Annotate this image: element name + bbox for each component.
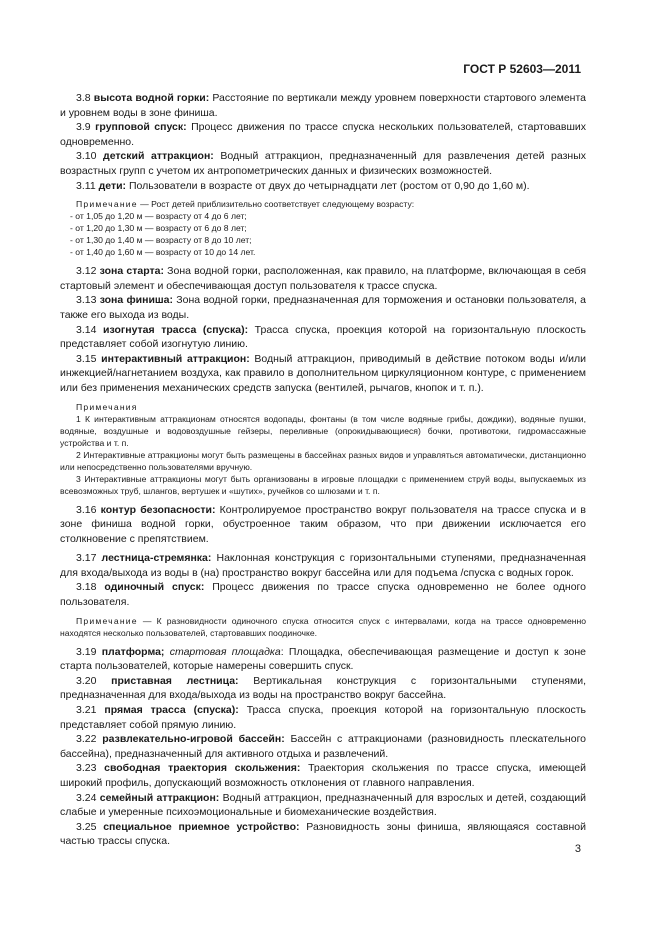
definition-3-18: 3.18 одиночный спуск: Процесс движения по трассе спуска одновременно не более одного пользователя. — [60, 581, 586, 609]
note-item: 2 Интерактивные аттракционы могут быть размещены в бассейнах разных видов и управляться автоматически, дистанционно или непосредственно пользователями вручную. — [60, 449, 586, 472]
definition-3-17: 3.17 лестница-стремянка: Наклонная конструкция с горизонтальными ступенями, предназначенная для входа/выхода из воды в (на) пространство вокруг бассейна или для подъема /спуска с водных горок. — [60, 552, 586, 579]
term: лестница-стремянка: — [101, 552, 212, 565]
definition-3-10: 3.10 детский аттракцион: Водный аттракцион, предназначенный для развлечения детей разных возрастных групп с учетом их антропометрических данных и физических возможностей. — [60, 150, 587, 177]
note-3-11: Примечание — Рост детей приблизительно соответствует следующему возрасту: - от 1,05 до 1,20 м — возрасту от 4 до 6 лет; - от 1,20 до 1,30 м — возрасту от 6 до 8 лет; - от 1,30 до 1,40 м — возрасту от 8 до 10 лет; - от 1,40 до 1,60 м — возрасту от 10 до 14 лет. — [60, 198, 586, 258]
definition-3-16: 3.16 контур безопасности: Контролируемое пространство вокруг пользователя на трассе спуска и в зоне финиша водной горки, обустроенное таким образом, что при движении исключается его столкновение с препятствием. — [60, 503, 586, 545]
definition-3-9: 3.9 групповой спуск: Процесс движения по трассе спуска нескольких пользователей, стартовавших одновременно. — [60, 121, 586, 148]
definition-3-12: 3.12 зона старта: Зона водной горки, расположенная, как правило, на платформе, включающая в себя стартовый элемент и обеспечивающая доступ пользователя к трассе спуска. — [60, 265, 587, 292]
list-item: - от 1,30 до 1,40 м — возрасту от 8 до 10 лет; — [70, 235, 252, 246]
term: зона старта: — [99, 265, 164, 278]
definition-3-11: 3.11 дети: Пользователи в возрасте от двух до четырнадцати лет (ростом от 0,90 до 1,60 м). — [76, 179, 530, 192]
note-item: 1 К интерактивным аттракционам относятся водопады, фонтаны (в том числе водяные грибы, дождики), водяные пушки, водяные, воздушные и водовоздушные гейзеры, переливные (опрокидывающиеся) бочки, противотоки, гидромассажные устройства и т. п. — [60, 413, 586, 448]
note-3-15: Примечания 1 К интерактивным аттракционам относятся водопады, фонтаны (в том числе водяные грибы, дождики), водяные пушки, водяные, воздушные и водовоздушные гейзеры, переливные (опрокидывающиеся) бочки, противотоки, гидромассажные устройства и т. п. 2 Интерактивные аттракционы могут быть размещены в бассейнах разных видов и управляться автоматически, дистанционно или непосредственно пользователями вручную. 3 Интерактивные аттракционы могут быть организованы в игровые площадки с применением струй воды, выпускаемых из всевозможных труб, шлангов, вертушек и «шутих», ручейков со шлюзами и т. п. — [60, 401, 586, 496]
page-number: 3 — [574, 843, 581, 855]
height-age-list — [60, 210, 586, 258]
list-item: - от 1,40 до 1,60 м — возрасту от 10 до 14 лет. — [70, 247, 256, 258]
term: семейный аттракцион: — [99, 791, 220, 804]
alt-term: стартовая площадка — [169, 645, 281, 658]
note-item: 3 Интерактивные аттракционы могут быть организованы в игровые площадки с применением струй воды, выпускаемых из всевозможных труб, шлангов, вертушек и «шутих», ручейков со шлюзами и т. п. — [60, 473, 586, 496]
definition-3-21: 3.21 прямая трасса (спуска): Трасса спуска, проекция которой на горизонтальную плоскость представляет собой прямую линию. — [60, 704, 586, 731]
term: прямая трасса (спуска): — [104, 704, 239, 717]
term: интерактивный аттракцион: — [101, 352, 250, 365]
term: платформа; — [101, 645, 165, 658]
term: зона финиша: — [99, 294, 174, 307]
definition-3-19: 3.19 платформа; стартовая площадка: Площадка, обеспечивающая размещение и доступ к зоне старта пользователей, которые намерены совершить спуск. — [60, 645, 587, 673]
term: изогнутая трасса (спуска): — [103, 323, 249, 336]
term: свободная траектория скольжения: — [104, 762, 301, 775]
term: контур безопасности: — [100, 503, 216, 516]
definition-3-15: 3.15 интерактивный аттракцион: Водный аттракцион, приводимый в действие потоком воды и/или инжекцией/нагнетанием воздуха, как правило в дополнительном циркуляционном контуре, с применением или без применения механических средств запуска (вентилей, рычагов, кнопок и т. п.). — [60, 352, 586, 394]
list-item: - от 1,05 до 1,20 м — возрасту от 4 до 6 лет; — [70, 211, 247, 222]
list-item: - от 1,20 до 1,30 м — возрасту от 6 до 8 лет; — [70, 223, 247, 234]
definition-3-8: 3.8 высота водной горки: Расстояние по вертикали между уровнем поверхности стартового элемента и уровнем воды в зоне финиша. — [60, 92, 587, 119]
document-body — [60, 91, 586, 849]
term: приставная лестница: — [111, 674, 239, 687]
definition-3-22: 3.22 развлекательно-игровой бассейн: Бассейн с аттракционами (разновидность плескательного бассейна), предназначенный для активного отдыха и развлечений. — [60, 733, 587, 760]
term: одиночный спуск: — [104, 581, 205, 594]
definition-3-20: 3.20 приставная лестница: Вертикальная конструкция с горизонтальными ступенями, предназначенная для входа/выхода из воды на пространство вокруг бассейна. — [60, 674, 586, 702]
term: групповой спуск: — [95, 121, 187, 134]
term: детский аттракцион: — [103, 150, 214, 163]
term: высота водной горки: — [93, 92, 210, 104]
document-header: ГОСТ Р 52603—2011 — [463, 62, 581, 76]
note-3-18: Примечание — К разновидности одиночного спуска относится спуск с интервалами, когда на трассе одновременно находятся несколько пользователей, стартовавших поодиночке. — [60, 615, 586, 638]
definition-3-25: 3.25 специальное приемное устройство: Разновидность зоны финиша, являющаяся составной частью трассы спуска. — [60, 820, 587, 848]
definition-3-14: 3.14 изогнутая трасса (спуска): Трасса спуска, проекция которой на горизонтальную плоскость представляет собой изогнутую линию. — [60, 323, 586, 351]
term: развлекательно-игровой бассейн: — [102, 733, 285, 746]
term: специальное приемное устройство: — [103, 820, 300, 833]
definition-3-13: 3.13 зона финиша: Зона водной горки, предназначенная для торможения и остановки пользователя, а также его выхода из воды. — [60, 294, 587, 321]
term: дети: — [98, 179, 127, 192]
definition-3-23: 3.23 свободная траектория скольжения: Траектория скольжения по трассе спуска, имеющей широкий профиль, допускающий возможность отклонения от главного направления. — [60, 762, 587, 789]
definition-3-24: 3.24 семейный аттракцион: Водный аттракцион, предназначенный для взрослых и детей, создающий слабые и умеренные психоэмоциональные и биомеханические воздействия. — [60, 791, 586, 819]
